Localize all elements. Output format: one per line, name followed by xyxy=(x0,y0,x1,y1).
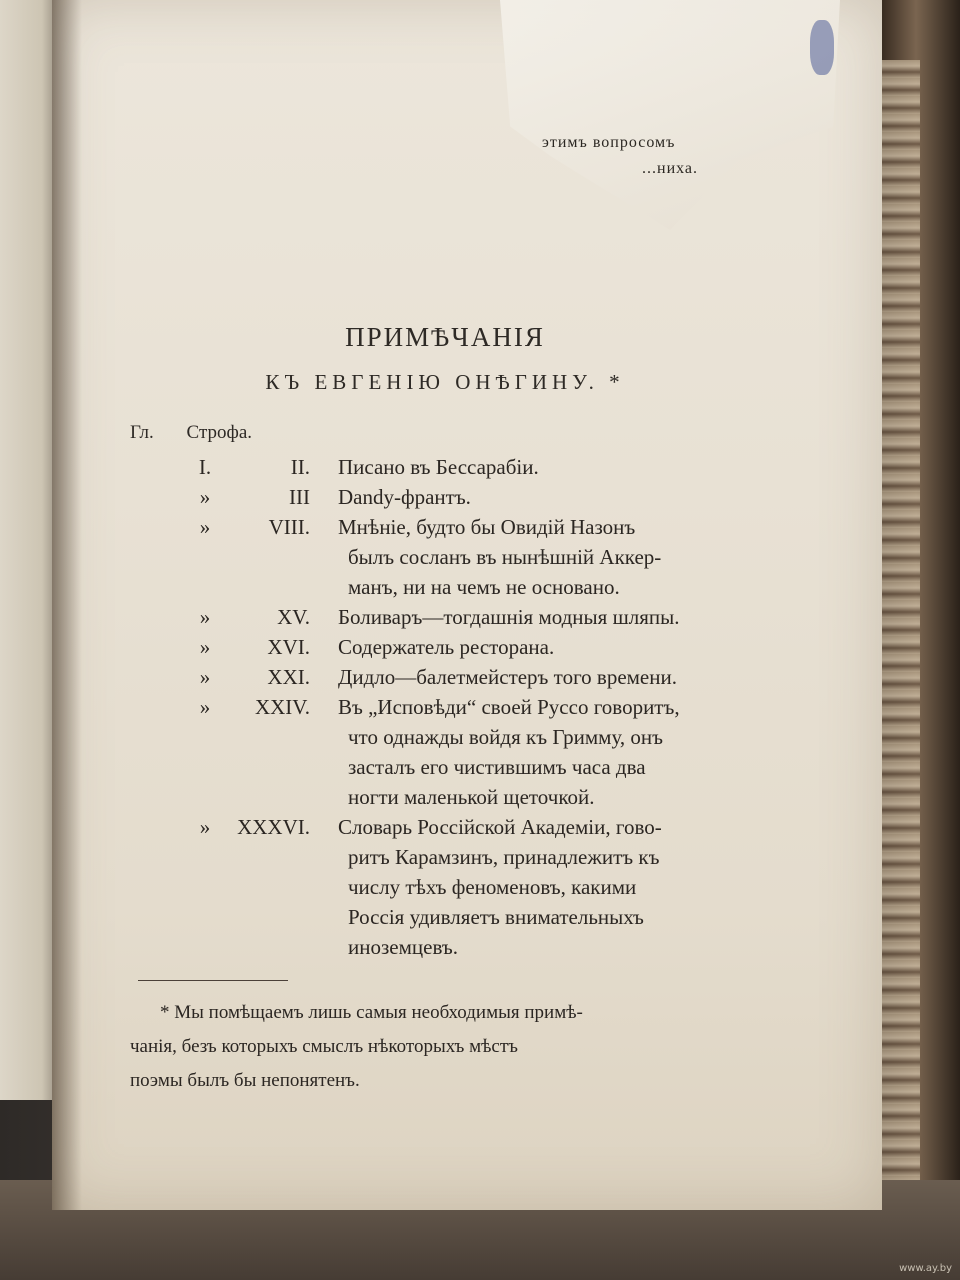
note-line: Боливаръ—тогдашнія модныя шляпы. xyxy=(338,605,680,629)
note-text xyxy=(338,662,758,692)
note-stanza: XV. xyxy=(277,605,310,629)
page-title: ПРИМѢЧАНІЯ xyxy=(345,322,545,352)
note-text xyxy=(338,512,758,602)
note-chapter: » xyxy=(199,665,211,689)
torn-text-fragment xyxy=(542,130,698,182)
ink-stain xyxy=(810,20,834,75)
chapter-column-header: Гл. xyxy=(130,422,154,443)
note-line: Въ „Исповѣди“ своей Руссо говоритъ, xyxy=(338,695,680,719)
footnote xyxy=(130,996,740,1098)
note-text xyxy=(338,602,758,632)
footnote-divider xyxy=(138,980,288,981)
notes-list xyxy=(0,452,960,962)
fragment-line-2: ...ниха. xyxy=(642,160,699,177)
note-entry xyxy=(0,512,960,602)
note-entry xyxy=(0,662,960,692)
note-entry xyxy=(0,632,960,662)
note-stanza: XXXVI. xyxy=(237,815,310,839)
note-line: Дидло—балетмейстеръ того времени. xyxy=(338,665,677,689)
note-line: иноземцевъ. xyxy=(348,935,458,959)
note-entry xyxy=(0,482,960,512)
fragment-line-1: этимъ вопросомъ xyxy=(542,134,676,151)
note-line: Писано въ Бессарабіи. xyxy=(338,455,539,479)
note-entry xyxy=(0,602,960,632)
note-text xyxy=(338,452,758,482)
note-chapter: » xyxy=(199,515,211,539)
note-line: засталъ его чистившимъ часа два xyxy=(348,755,646,779)
note-chapter: » xyxy=(199,485,211,509)
note-stanza: III xyxy=(289,485,310,509)
site-watermark: www.ay.by xyxy=(899,1263,952,1274)
note-line: Россія удивляетъ внимательныхъ xyxy=(348,905,644,929)
note-text xyxy=(338,632,758,662)
note-text xyxy=(338,692,758,812)
note-entry xyxy=(0,452,960,482)
note-line: Словарь Россійской Академіи, гово- xyxy=(338,815,662,839)
note-text xyxy=(338,812,758,962)
note-line: ритъ Карамзинъ, принадлежитъ къ xyxy=(348,845,660,869)
column-headers xyxy=(130,422,252,444)
footnote-line-1: * Мы помѣщаемъ лишь самыя необходимыя примѣ- xyxy=(160,1002,583,1023)
note-stanza: VIII. xyxy=(268,515,310,539)
note-chapter: » xyxy=(199,695,211,719)
note-stanza: XVI. xyxy=(267,635,310,659)
stanza-column-header: Строфа. xyxy=(186,422,252,443)
footnote-line-3: поэмы былъ бы непонятенъ. xyxy=(130,1070,360,1091)
note-stanza: XXI. xyxy=(267,665,310,689)
note-chapter: I. xyxy=(198,455,212,479)
note-line: ногти маленькой щеточкой. xyxy=(348,785,595,809)
page-subtitle: КЪ ЕВГЕНІЮ ОНѢГИНУ. * xyxy=(265,370,625,394)
note-line: былъ сосланъ въ нынѣшній Аккер- xyxy=(348,545,662,569)
note-entry xyxy=(0,812,960,962)
note-stanza: II. xyxy=(290,455,310,479)
note-chapter: » xyxy=(199,635,211,659)
note-stanza: XXIV. xyxy=(254,695,310,719)
note-text xyxy=(338,482,758,512)
note-line: Мнѣніе, будто бы Овидій Назонъ xyxy=(338,515,636,539)
note-line: что однажды войдя къ Гримму, онъ xyxy=(348,725,663,749)
note-line: манъ, ни на чемъ не основано. xyxy=(348,575,620,599)
footnote-line-2: чанія, безъ которыхъ смыслъ нѣкоторыхъ мѣстъ xyxy=(130,1036,518,1057)
note-line: Dandy-франтъ. xyxy=(338,485,471,509)
note-line: числу тѣхъ феноменовъ, какими xyxy=(348,875,637,899)
note-chapter: » xyxy=(199,605,211,629)
note-entry xyxy=(0,692,960,812)
note-line: Содержатель ресторана. xyxy=(338,635,555,659)
note-chapter: » xyxy=(199,815,211,839)
